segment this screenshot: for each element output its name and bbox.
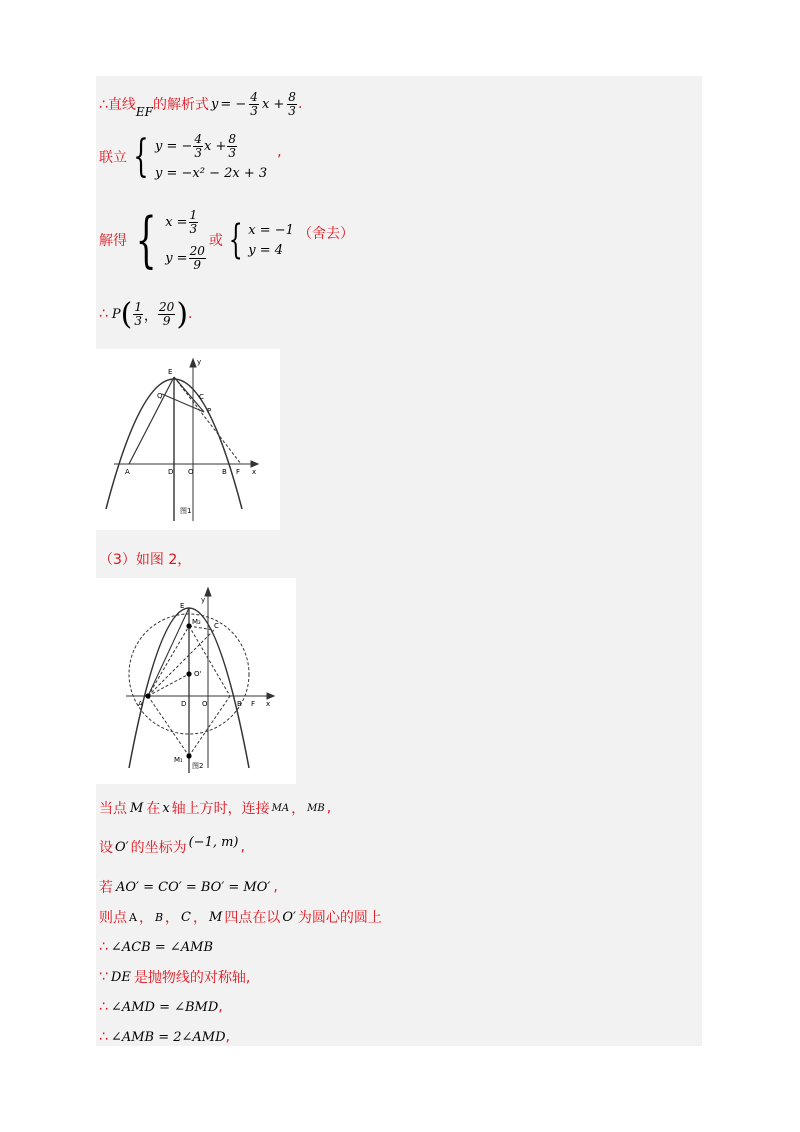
label-O-prime: O': [194, 670, 202, 678]
label-P: P: [207, 407, 212, 415]
line-concyclic: 则点 A ， B ， C ， M 四点在以 O′ 为圆心的圆上: [99, 909, 382, 926]
line-system: 联立 { y = − $\frac{4}{3}$ x + $\frac{8}{3}$ y = −x² − 2x + 3 ,: [99, 131, 282, 182]
label-D: D: [181, 700, 187, 708]
label-E: E: [180, 602, 185, 610]
line-solution: 解得 { x = $\frac{1}{3}$ y = $\frac{20}{9}$ 或 { x = −1 y = 4 （舍去）: [99, 205, 354, 275]
label-A: A: [138, 700, 143, 708]
line-ef-equation: ∴直线 EF 的解析式 y = − $\frac{4}{3}$ x + $\frac{8}{3}$ .: [99, 89, 303, 119]
dashed-line-EF: [174, 377, 241, 464]
label-D: D: [168, 468, 174, 476]
fraction: $\frac{8}{3}$: [288, 89, 296, 118]
label-F: F: [251, 700, 256, 708]
line-angle-acb: ∴ ∠ACB = ∠AMB: [99, 939, 214, 955]
line-axis-of-symmetry: ∵ DE 是抛物线的对称轴,: [99, 969, 251, 986]
segment-AE: [148, 608, 189, 696]
label-Q: Q: [157, 392, 163, 400]
label-O: O: [202, 700, 208, 708]
left-brace: {: [133, 131, 149, 182]
figure-2-diagram: [96, 578, 296, 784]
figure-1-caption: 图1: [180, 507, 192, 515]
figure-2: [96, 578, 296, 784]
point-M2: [186, 623, 191, 628]
fraction: $\frac{4}{3}$: [250, 89, 258, 118]
line-point-p: ∴ P ( $\frac{1}{3}$ ， $\frac{20}{9}$ ) .: [99, 296, 193, 332]
line-angle-amd: ∴ ∠AMD = ∠BMD ,: [99, 999, 223, 1015]
label-y: y: [201, 596, 206, 604]
line-equal-distances: 若 AO′ = CO′ = BO′ = MO′ ,: [99, 879, 278, 896]
y-axis-arrow: [190, 359, 196, 367]
label-M1: M₁: [174, 756, 183, 764]
label-M2: M₂: [192, 618, 201, 626]
label-x: x: [252, 468, 257, 476]
fraction: $\frac{1}{3}$: [134, 299, 143, 328]
label-O: O: [188, 468, 194, 476]
figure-2-caption: 图2: [192, 762, 204, 770]
point-A: [145, 693, 150, 698]
label-A: A: [125, 468, 130, 476]
figure-1: [96, 349, 280, 530]
fraction: $\frac{20}{9}$: [159, 299, 175, 328]
label-C: C: [199, 393, 204, 401]
label-C: C: [214, 622, 219, 630]
point-O-prime: [186, 671, 191, 676]
figure-1-diagram: [96, 349, 280, 530]
dashed-M1-B: [189, 696, 230, 756]
rejected-solution: x = −1 y = 4: [248, 222, 294, 258]
label-x: x: [266, 700, 271, 708]
label-E: E: [168, 368, 173, 376]
part-3-heading: （3）如图 2，: [99, 552, 192, 568]
line-angle-amb: ∴ ∠AMB = 2∠AMD ,: [99, 1029, 230, 1045]
label-B: B: [222, 468, 227, 476]
solution-system: x = $\frac{1}{3}$ y = $\frac{20}{9}$: [165, 207, 205, 272]
equation-system: y = − $\frac{4}{3}$ x + $\frac{8}{3}$ y = −x² − 2x + 3: [155, 132, 268, 181]
label-F: F: [236, 468, 241, 476]
label-y: y: [197, 358, 202, 366]
x-axis-arrow: [267, 693, 274, 699]
y-axis-arrow: [205, 588, 211, 596]
left-brace: {: [135, 205, 157, 275]
label-B: B: [237, 700, 242, 708]
x-axis-arrow: [251, 461, 258, 467]
segment-QP: [162, 394, 204, 412]
line-point-m: 当点 M 在 x 轴上方时，连接 MA ， MB ,: [99, 800, 332, 817]
left-brace: {: [228, 217, 243, 263]
point-M1: [186, 753, 191, 758]
line-o-prime-coord: 设 O′ 的坐标为 (−1, m) ,: [99, 834, 245, 856]
